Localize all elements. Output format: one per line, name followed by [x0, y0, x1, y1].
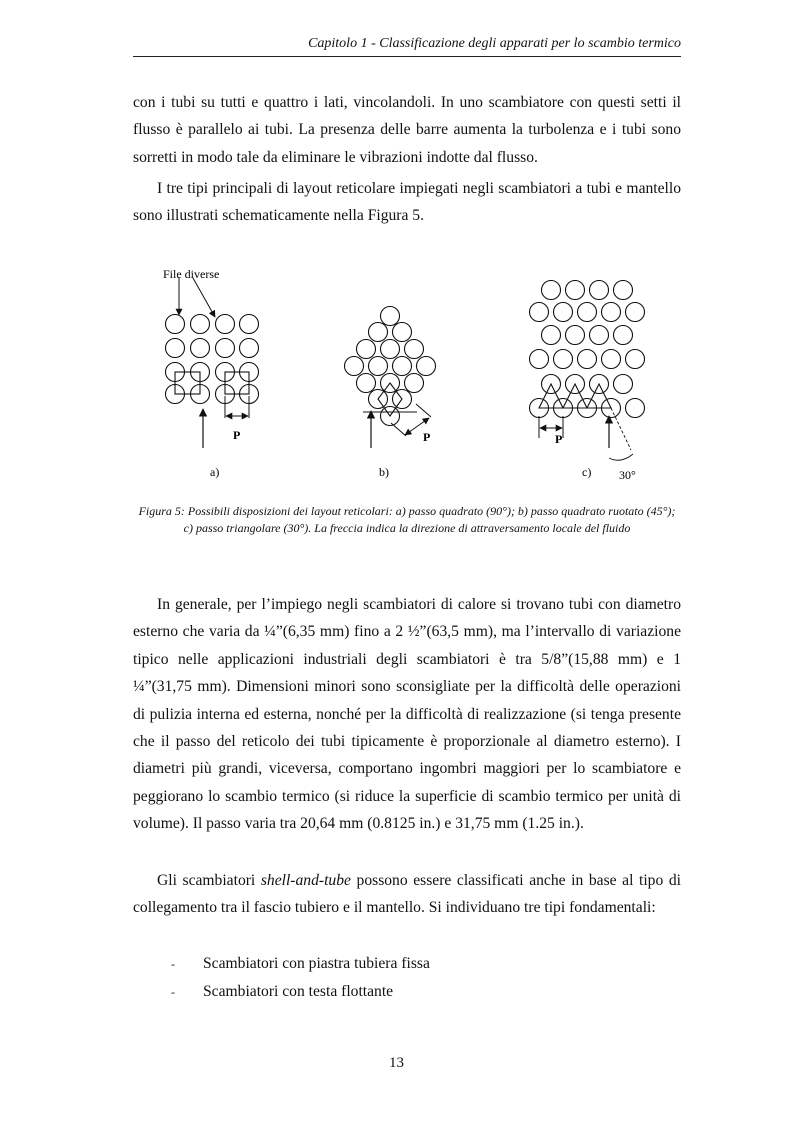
bullet-dash: -	[171, 985, 175, 999]
running-header: Capitolo 1 - Classificazione degli apparati per lo scambio termico	[308, 36, 681, 51]
pitch-label-b: P	[423, 430, 431, 444]
layout-c-triangular-pitch	[530, 281, 645, 418]
pitch-label-a: P	[233, 428, 241, 442]
figure-5	[133, 258, 681, 490]
list-item-text: Scambiatori con piastra tubiera fissa	[203, 955, 430, 972]
list-item	[171, 950, 681, 978]
pitch-label-c: P	[555, 432, 563, 446]
paragraph-2: I tre tipi principali di layout reticolare impiegati negli scambiatori a tubi e mantello sono illustrati schematicamente nella Figura 5.	[133, 180, 681, 225]
label-c: c)	[582, 465, 592, 479]
exchanger-types-list	[171, 950, 681, 1006]
paragraph-4-end: possono essere classificati anche in base al tipo di collegamento tra il fascio tubiero e il mantello. Si individuano tre tipi fondamentali:	[133, 872, 681, 917]
tube-layout-diagrams	[133, 258, 681, 490]
paragraph-4	[133, 867, 681, 922]
label-a: a)	[210, 465, 220, 479]
figure-caption: Figura 5: Possibili disposizioni dei layout reticolari: a) passo quadrato (90°); b) passo quadrato ruotato (45°); c) passo triangolare (30°). La freccia indica la direzione di attraversamento locale del fluido	[138, 504, 676, 535]
paragraph-3: In generale, per l’impiego negli scambiatori di calore si trovano tubi con diametro esterno che varia da ¼”(6,35 mm) fino a 2 ½”(63,5 mm), ma l’intervallo di variazione tipico nelle applicazioni industriali degli scambiatori è tra 5/8”(15,88 mm) e 1 ¼”(31,75 mm). Dimensioni minori sono sconsigliate per la difficoltà delle operazioni di pulizia interna ed esterna, nonché per la difficoltà di realizzazione (si tenga presente che il passo del reticolo dei tubi tipicamente è proporzionale al diametro esterno). I diametri più grandi, viceversa, comportano ingombri maggiori per lo scambiatore e peggiorano lo scambio termico (si riduce la superficie di scambio termico per unità di volume). Il passo varia tra 20,64 mm (0.8125 in.) e 31,75 mm (1.25 in.).	[133, 596, 681, 833]
bullet-dash: -	[171, 957, 175, 971]
paragraph-4-start: Gli scambiatori	[157, 872, 261, 889]
list-item	[171, 978, 681, 1006]
angle-label: 30°	[619, 468, 636, 482]
label-file-diverse: File diverse	[163, 267, 220, 281]
list-item-text: Scambiatori con testa flottante	[203, 983, 394, 1000]
paragraph-1: con i tubi su tutti e quattro i lati, vincolandoli. In uno scambiatore con questi setti il flusso è parallelo ai tubi. La presenza delle barre aumenta la turbolenza e i tubi sono sorretti in modo tale da eliminare le vibrazioni indotte dal flusso.	[133, 94, 681, 166]
label-b: b)	[379, 465, 389, 479]
header-rule	[133, 56, 681, 57]
page-number: 13	[389, 1055, 404, 1071]
term-shell-and-tube: shell-and-tube	[260, 872, 351, 889]
layout-b-rotated-square-pitch	[345, 307, 436, 426]
layout-a-square-pitch	[166, 315, 259, 404]
